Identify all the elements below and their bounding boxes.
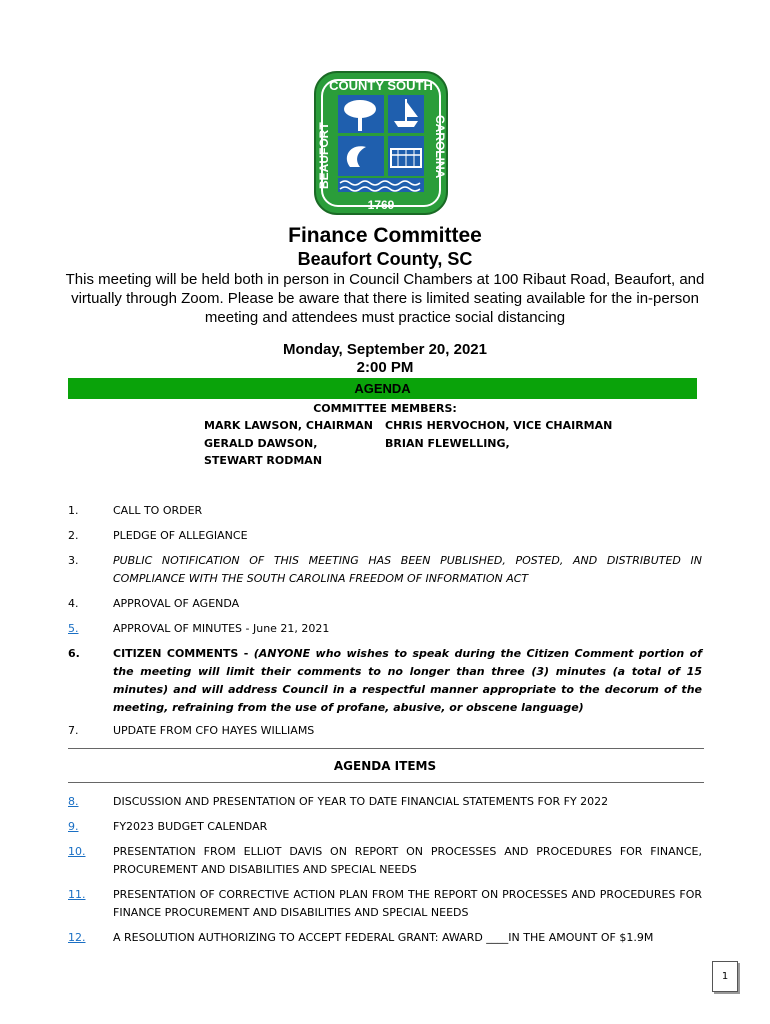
page-number: 1	[712, 961, 738, 992]
item-number-link[interactable]: 5.	[68, 622, 79, 635]
document-subtitle: Beaufort County, SC	[297, 249, 473, 269]
agenda-items-heading: AGENDA ITEMS	[333, 759, 437, 773]
citizen-comments-rules: (ANYONE who wishes to speak during the Citizen Comment portion of the meeting will limit their comments to no longer than three (3) minutes (a total of 15 minutes) and will address Council in a respectful manner appropriate to the decorum of the meeting, refraining from the use of profane, abusive, or obscene language)	[113, 647, 702, 714]
item-text: PUBLIC NOTIFICATION OF THIS MEETING HAS BEEN PUBLISHED, POSTED, AND DISTRIBUTED IN COMPLIANCE WITH THE SOUTH CAROLINA FREEDOM OF INFORMATION ACT	[113, 554, 702, 585]
item-number-link[interactable]: 8.	[68, 795, 79, 808]
item-number: 7.	[68, 724, 79, 737]
committee-member: STEWART RODMAN	[204, 454, 323, 467]
item-number-link[interactable]: 12.	[68, 931, 86, 944]
committee-member: MARK LAWSON, CHAIRMAN	[204, 419, 373, 432]
item-text: APPROVAL OF MINUTES - June 21, 2021	[113, 622, 330, 635]
committee-members-heading: COMMITTEE MEMBERS:	[313, 402, 457, 415]
committee-member: BRIAN FLEWELLING,	[385, 437, 510, 450]
seal-right-text: CAROLINA	[433, 115, 447, 179]
county-seal-logo	[314, 71, 448, 215]
divider	[68, 782, 704, 783]
item-text: FY2023 BUDGET CALENDAR	[113, 820, 268, 833]
item-number: 4.	[68, 597, 79, 610]
item-text: UPDATE FROM CFO HAYES WILLIAMS	[113, 724, 315, 737]
meeting-notice: This meeting will be held both in person in Council Chambers at 100 Ribaut Road, Beaufort, and virtually through Zoom. Please be aware that there is limited seating available for the in-person meeting and attendees must practice social distancing	[65, 271, 705, 326]
item-number: 3.	[68, 554, 79, 567]
seal-year: 1769	[367, 198, 395, 212]
item-number: 6.	[68, 647, 80, 660]
item-text: APPROVAL OF AGENDA	[113, 597, 240, 610]
seal-top-text: COUNTY SOUTH	[329, 78, 433, 93]
item-text: PRESENTATION OF CORRECTIVE ACTION PLAN FROM THE REPORT ON PROCESSES AND PROCEDURES FOR FINANCE PROCUREMENT AND DISABILITIES AND SPECIAL NEEDS	[113, 888, 702, 919]
item-number-link[interactable]: 9.	[68, 820, 79, 833]
item-text: PLEDGE OF ALLEGIANCE	[113, 529, 248, 542]
item-text: DISCUSSION AND PRESENTATION OF YEAR TO DATE FINANCIAL STATEMENTS FOR FY 2022	[113, 795, 609, 808]
seal-left-text: BEAUFORT	[317, 122, 331, 189]
committee-member: GERALD DAWSON,	[204, 437, 318, 450]
agenda-banner-label: AGENDA	[354, 381, 411, 396]
item-text: A RESOLUTION AUTHORIZING TO ACCEPT FEDERAL GRANT: AWARD ____IN THE AMOUNT OF $1.9M	[113, 931, 654, 944]
meeting-time: 2:00 PM	[356, 359, 414, 376]
item-number: 1.	[68, 504, 79, 517]
committee-member: CHRIS HERVOCHON, VICE CHAIRMAN	[385, 419, 613, 432]
divider	[68, 748, 704, 749]
item-number: 2.	[68, 529, 79, 542]
item-text: CALL TO ORDER	[113, 504, 203, 517]
agenda-banner	[68, 378, 697, 399]
document-title: Finance Committee	[288, 224, 482, 247]
meeting-date: Monday, September 20, 2021	[283, 341, 487, 358]
item-text: PRESENTATION FROM ELLIOT DAVIS ON REPORT ON PROCESSES AND PROCEDURES FOR FINANCE, PROCUREMENT AND DISABILITIES AND SPECIAL NEEDS	[113, 845, 702, 876]
item-number-link[interactable]: 10.	[68, 845, 86, 858]
item-text	[113, 645, 702, 717]
item-number-link[interactable]: 11.	[68, 888, 86, 901]
citizen-comments-label: CITIZEN COMMENTS -	[113, 647, 254, 660]
